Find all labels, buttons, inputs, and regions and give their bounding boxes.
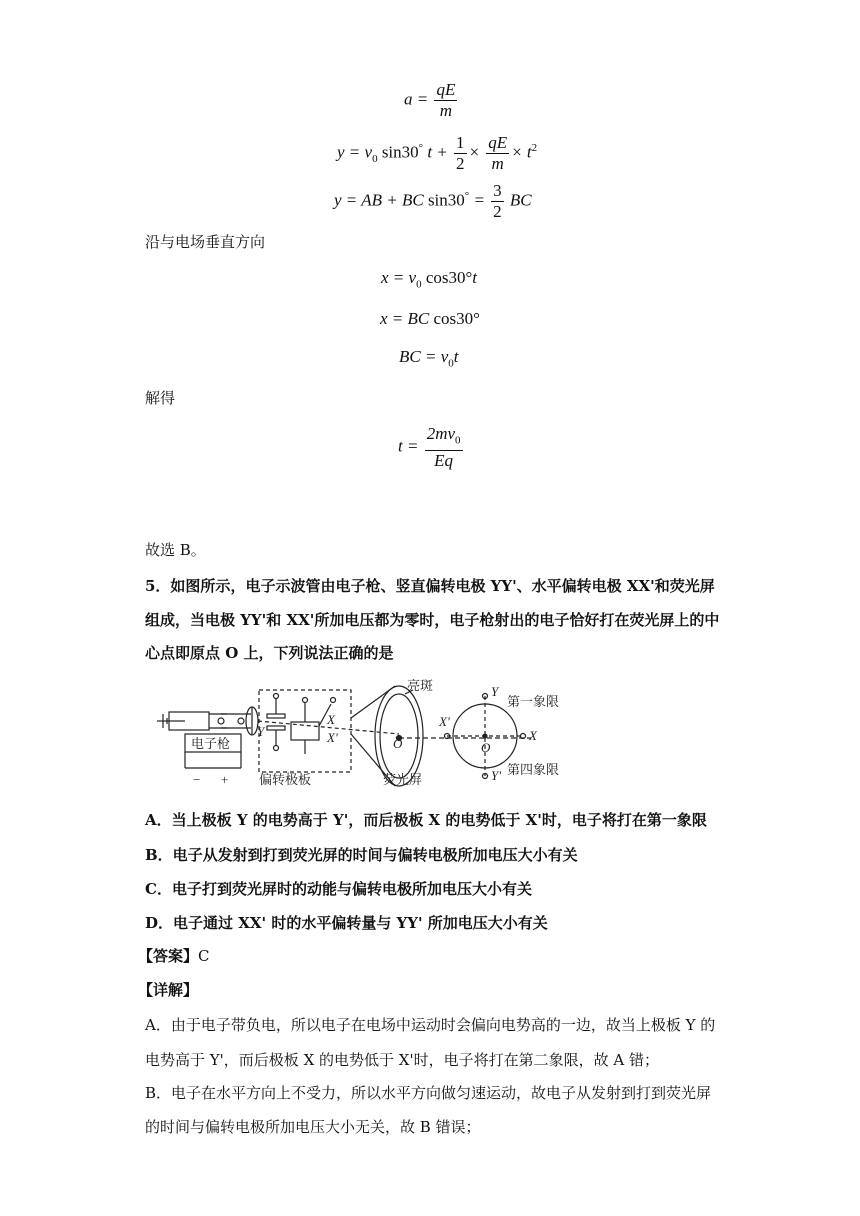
svg-text:X: X — [327, 712, 335, 727]
eq-y-geometry: y = AB + BC sin30° = $\frac{3}{2}$ BC — [334, 181, 532, 221]
eq-x-kinematic: $x = v_0$ cos30°t — [381, 268, 478, 291]
detail-label: 【详解】 — [138, 981, 199, 999]
eq-x-geometry: x = BC cos30° — [380, 309, 480, 328]
svg-text:−: − — [193, 772, 201, 787]
svg-text:Y': Y' — [491, 768, 502, 783]
svg-text:Y: Y — [491, 684, 499, 699]
option-b: B．电子从发射到打到荧光屏的时间与偏转电极所加电压大小有关 — [145, 846, 578, 864]
explanation-b-line1: B．电子在水平方向上不受力，所以水平方向做匀速运动，故电子从发射到打到荧光屏 — [145, 1084, 712, 1102]
eq-t-result: t = $\frac{2mv_0}{Eq}$ — [398, 424, 461, 471]
svg-text:X': X' — [439, 714, 450, 729]
q5-stem-line1: 5．如图所示，电子示波管由电子枪、竖直偏转电极 YY'、水平偏转电极 XX'和荧光屏 — [145, 577, 715, 595]
q5-stem-line2: 组成，当电极 YY'和 XX'所加电压都为零时，电子枪射出的电子恰好打在荧光屏上的中 — [145, 611, 720, 629]
explanation-a-line2: 电势高于 Y'，而后极板 X 的电势低于 X'时，电子将打在第二象限，故 A 错； — [145, 1051, 659, 1069]
explanation-a-line1: A．由于电子带负电，所以电子在电场中运动时会偏向电势高的一边，故当上极板 Y 的 — [145, 1016, 716, 1034]
text-solve: 解得 — [145, 389, 176, 407]
option-d: D．电子通过 XX' 时的水平偏转量与 YY' 所加电压大小有关 — [145, 914, 548, 932]
answer-line — [138, 946, 210, 966]
label-plates: 偏转极板 — [259, 772, 312, 787]
label-spot: 亮斑 — [407, 678, 434, 693]
text-perp-direction: 沿与电场垂直方向 — [145, 233, 266, 251]
answer-label: 【答案】 — [138, 947, 199, 965]
label-q1: 第一象限 — [507, 694, 560, 709]
svg-text:Y: Y — [257, 724, 265, 739]
eq-bc: BC = $v_0t$ — [399, 347, 459, 370]
answer-value: C — [198, 947, 210, 965]
q5-stem-line3: 心点即原点 O 上，下列说法正确的是 — [145, 644, 394, 662]
svg-text:O: O — [393, 736, 403, 751]
label-screen: 荧光屏 — [383, 772, 423, 787]
option-c: C．电子打到荧光屏时的动能与偏转电极所加电压大小有关 — [145, 880, 532, 898]
option-a: A．当上极板 Y 的电势高于 Y'，而后极板 X 的电势低于 X'时，电子将打在第一象限 — [145, 811, 707, 829]
eq-acceleration: a = $\frac{qE}{m}$ — [404, 80, 456, 120]
svg-text:+: + — [221, 772, 229, 787]
svg-text:O: O — [481, 740, 491, 755]
svg-text:X': X' — [327, 730, 338, 745]
svg-text:X: X — [529, 728, 537, 743]
eq-y-kinematic: $y = v_0$ sin30° t + $\frac{1}{2}$ × $\frac{qE}{m}$ × $t^2$ — [337, 133, 538, 173]
label-q4: 第四象限 — [507, 762, 560, 777]
oscilloscope-figure — [155, 676, 595, 792]
label-gun: 电子枪 — [191, 736, 231, 751]
explanation-b-line2: 的时间与偏转电极所加电压大小无关，故 B 错误； — [145, 1118, 481, 1136]
text-choose-b: 故选 B。 — [145, 541, 206, 559]
